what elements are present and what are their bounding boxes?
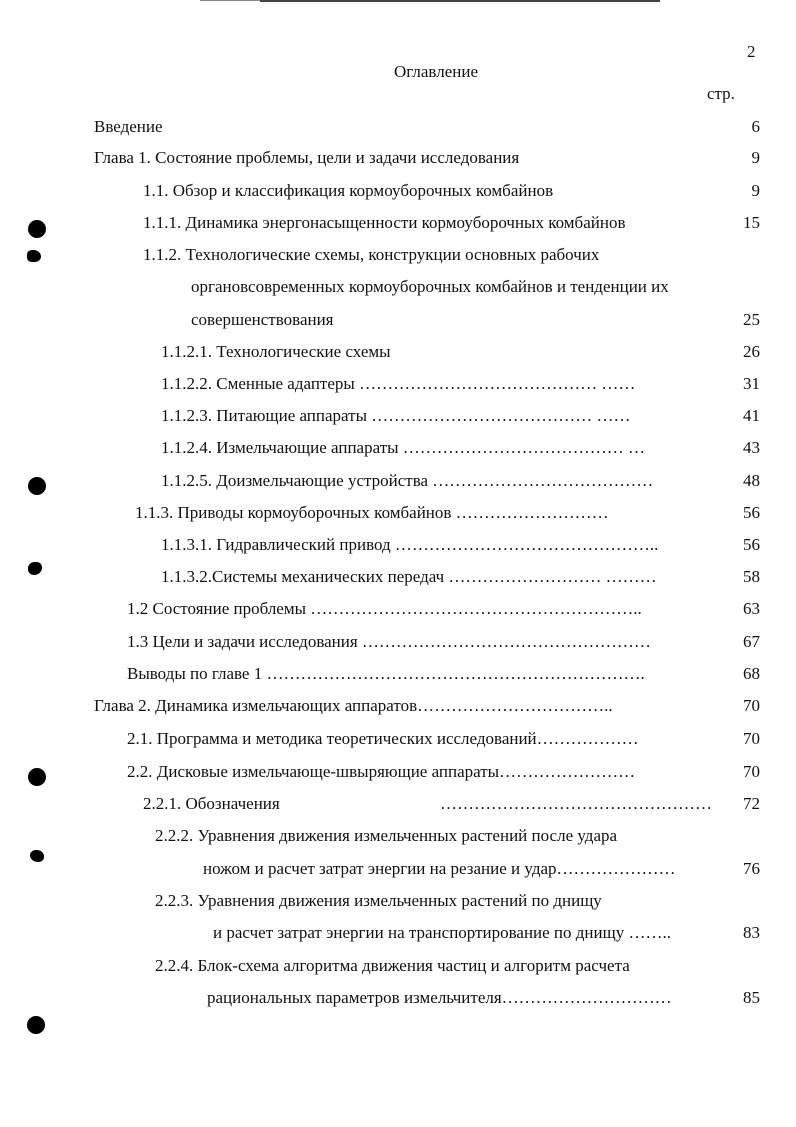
toc-entry-page: 15 — [743, 213, 760, 232]
toc-entry-page: 26 — [743, 342, 760, 361]
toc-entry-text: 1.1.1. Динамика энергонасыщенности кормоуборочных комбайнов — [143, 213, 626, 232]
toc-entry-text: и расчет затрат энергии на транспортирование по днищу …….. — [213, 923, 671, 942]
toc-entry-page: 48 — [743, 471, 760, 490]
toc-entry-page: 56 — [743, 535, 760, 554]
toc-entry-text: 1.1. Обзор и классификация кормоуборочных комбайнов — [143, 181, 554, 200]
toc-entry-page: 70 — [743, 762, 760, 781]
toc-entry-text: 1.1.3.1. Гидравлический привод ……………………………………….. — [161, 535, 659, 554]
binder-hole-mark — [27, 1016, 45, 1034]
toc-entry-text: 1.1.2.5. Доизмельчающие устройства ………………………………… — [161, 471, 654, 490]
toc-entry-page: 9 — [751, 181, 760, 200]
toc-entry-page: 70 — [743, 729, 760, 748]
toc-entry-text: Выводы по главе 1 …………………………………………………………. — [127, 664, 645, 683]
toc-entry-text: 2.1. Программа и методика теоретических исследований……………… — [127, 729, 639, 748]
toc-entry-text: Глава 1. Состояние проблемы, цели и задачи исследования — [94, 148, 520, 167]
toc-entry-text: 1.1.2.2. Сменные адаптеры …………………………………… …… — [161, 374, 636, 393]
binder-hole-mark — [28, 220, 46, 238]
binder-hole-mark — [28, 768, 46, 786]
scan-blot-mark — [30, 850, 44, 862]
toc-entry-page: 68 — [743, 664, 760, 683]
toc-entry-text: 2.2.2. Уравнения движения измельченных растений после удара — [155, 826, 618, 845]
toc-entry-page: 6 — [751, 117, 760, 136]
toc-entry-text: Глава 2. Динамика измельчающих аппаратов…………………………….. — [94, 696, 613, 715]
page-column-label: стр. — [707, 84, 735, 103]
toc-entry-page: 43 — [743, 438, 760, 457]
toc-entry-text: 1.1.2.1. Технологические схемы — [161, 342, 391, 361]
toc-entry-page: 58 — [743, 567, 760, 586]
toc-entry-text: 1.1.2.4. Измельчающие аппараты ………………………………… … — [161, 438, 646, 457]
toc-entry-page: 83 — [743, 923, 760, 942]
toc-entry-text: органовсовременных кормоуборочных комбайнов и тенденции их — [191, 277, 669, 296]
binder-hole-mark — [28, 477, 46, 495]
toc-entry-page: 56 — [743, 503, 760, 522]
toc-entry-text: 2.2.3. Уравнения движения измельченных растений по днищу — [155, 891, 602, 910]
toc-entry-text: ножом и расчет затрат энергии на резание и удар………………… — [203, 859, 676, 878]
toc-entry-text: 1.1.3.2.Системы механических передач ……………………… ……… — [161, 567, 657, 586]
toc-entry-page: 9 — [751, 148, 760, 167]
toc-entry-page: 76 — [743, 859, 760, 878]
page-number: 2 — [747, 42, 756, 61]
toc-entry-page: 41 — [743, 406, 760, 425]
toc-entry-text: 1.1.2.3. Питающие аппараты ………………………………… …… — [161, 406, 631, 425]
top-scan-rule-faint — [200, 0, 260, 1]
toc-entry-page: 85 — [743, 988, 760, 1007]
toc-entry-page: 67 — [743, 632, 760, 651]
toc-entry-text: рациональных параметров измельчителя………………………… — [207, 988, 672, 1007]
toc-entry-page: 25 — [743, 310, 760, 329]
toc-entry-page: 63 — [743, 599, 760, 618]
toc-entry-text: Введение — [94, 117, 163, 136]
toc-entry-text: 1.1.2. Технологические схемы, конструкции основных рабочих — [143, 245, 600, 264]
scan-blot-mark — [28, 562, 42, 575]
top-scan-rule — [260, 0, 660, 2]
toc-entry-page: 31 — [743, 374, 760, 393]
toc-entry-text: 2.2. Дисковые измельчающе-швыряющие аппараты…………………… — [127, 762, 636, 781]
toc-entry-text: 2.2.4. Блок-схема алгоритма движения частиц и алгоритм расчета — [155, 956, 630, 975]
toc-entry-text: 2.2.1. Обозначения — [143, 794, 280, 813]
toc-entry-page: 72 — [743, 794, 760, 813]
toc-entry-text: совершенствования — [191, 310, 334, 329]
toc-entry-page: 70 — [743, 696, 760, 715]
toc-entry-text: 1.2 Состояние проблемы ………………………………………………….. — [127, 599, 642, 618]
toc-entry-text: 1.1.3. Приводы кормоуборочных комбайнов ……………………… — [135, 503, 609, 522]
toc-entry-leader: ………………………………………… — [440, 794, 712, 813]
scan-blot-mark — [27, 250, 41, 262]
toc-entry-text: 1.3 Цели и задачи исследования …………………………………………… — [127, 632, 651, 651]
toc-title: Оглавление — [394, 62, 478, 81]
